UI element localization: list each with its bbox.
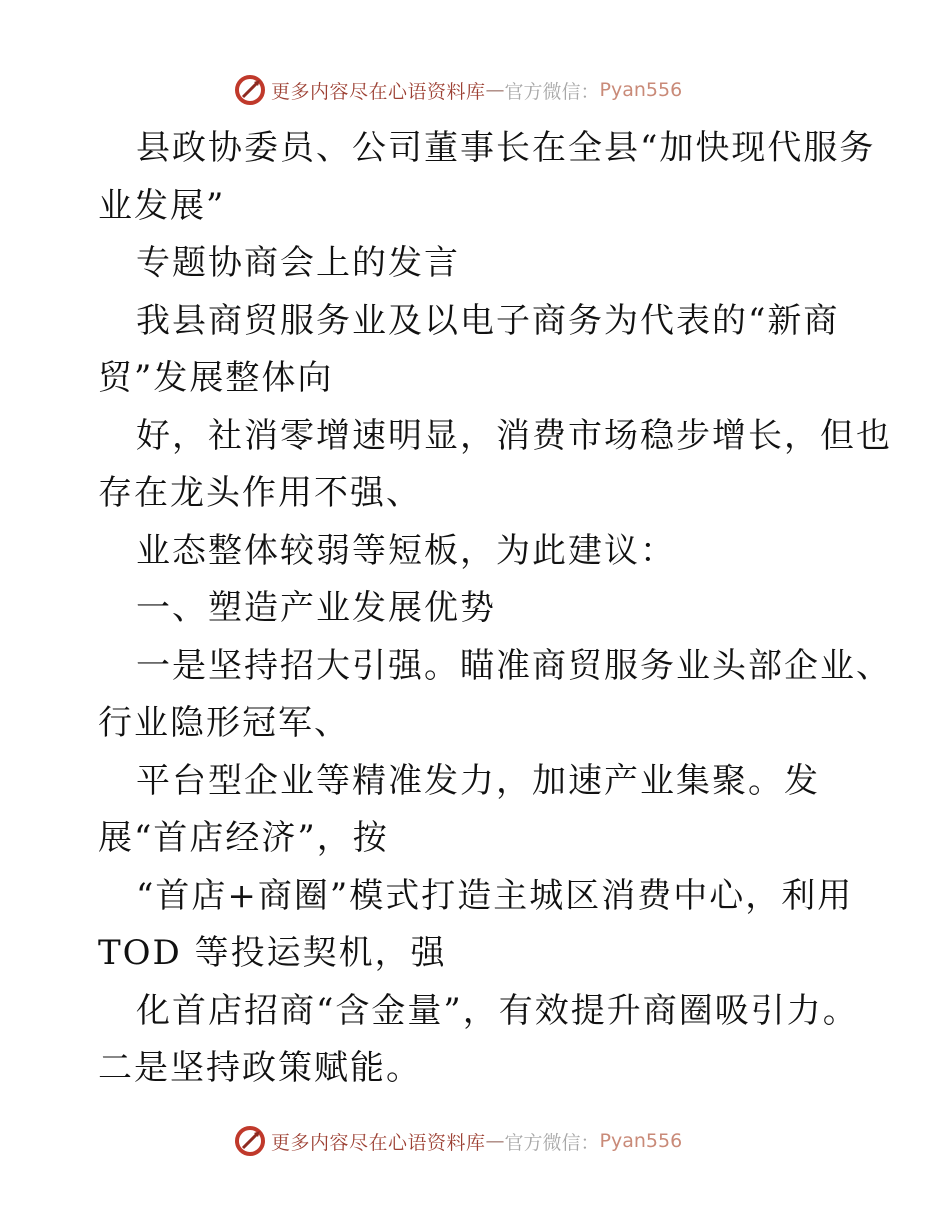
text-line: 行业隐形冠军、 [98,703,350,743]
text-line: 贸”发展整体向 [98,358,334,398]
text-line: 我县商贸服务业及以电子商务为代表的“新商 [136,300,840,341]
header-banner [233,72,682,108]
title-line-1: 县政协委员、公司董事长在全县“加快现代服务 [136,128,876,168]
brand-logo-icon [233,73,267,107]
document-body [98,120,892,1098]
text-line: 展“首店经济”，按 [98,818,389,858]
banner-wechat-id: Pyan556 [599,79,683,101]
banner-slogan: 更多内容尽在心语资料库 [271,80,486,103]
text-line: 好，社消零增速明显，消费市场稳步增长，但也 [136,415,892,456]
text-line: TOD 等投运契机，强 [98,933,447,973]
title-line-2: 业发展” [98,185,226,226]
text-line: 平台型企业等精准发力，加速产业集聚。发 [136,760,820,801]
title-line-3: 专题协商会上的发言 [136,243,460,283]
banner-separator: — [485,79,505,101]
text-line: “首店+商圈”模式打造主城区消费中心，利用 [136,875,854,916]
text-line: 化首店招商“含金量”，有效提升商圈吸引力。 [136,990,859,1031]
text-line: 一是坚持招大引强。瞄准商贸服务业头部企业、 [136,645,892,686]
banner-wechat-id: Pyan556 [599,1130,683,1152]
banner-wechat-label: 官方微信： [504,1131,600,1154]
banner-separator: — [485,1130,505,1152]
brand-logo-icon [233,1124,267,1158]
text-line: 存在龙头作用不强、 [98,473,422,513]
text-line: 二是坚持政策赋能。 [98,1048,422,1088]
banner-slogan: 更多内容尽在心语资料库 [271,1131,486,1154]
banner-wechat-label: 官方微信： [504,80,600,103]
text-line: 业态整体较弱等短板，为此建议： [136,530,676,571]
section-heading: 一、塑造产业发展优势 [136,588,496,628]
footer-banner [233,1123,682,1159]
